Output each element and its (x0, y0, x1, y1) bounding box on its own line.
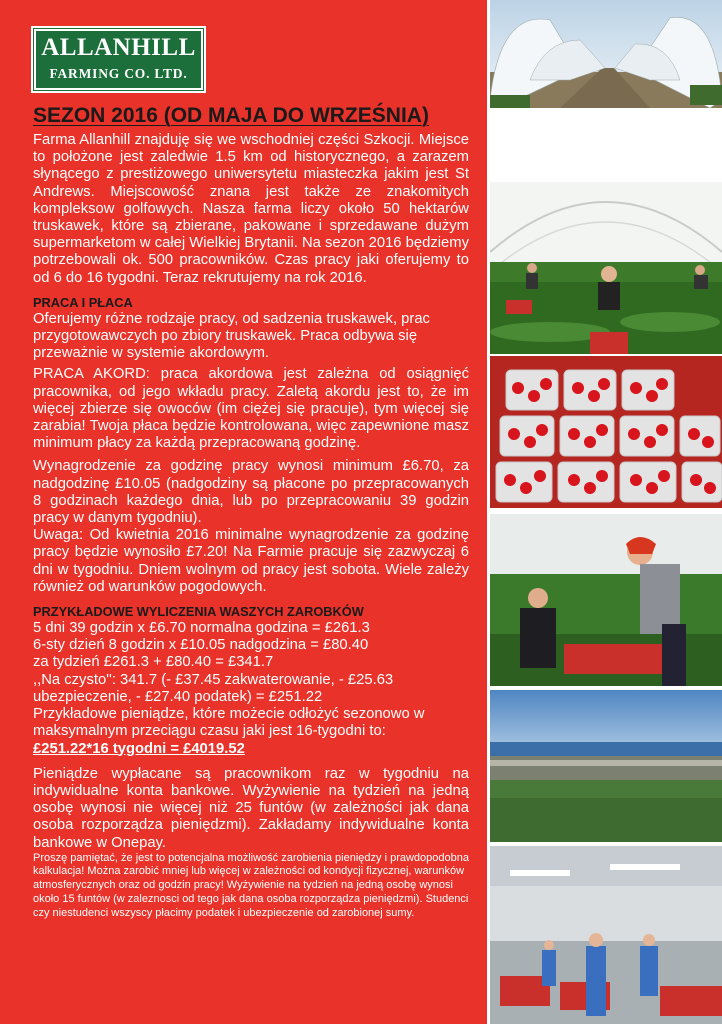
intro-paragraph: Farma Allanhill znajduję się we wschodniej części Szkocji. Miejsce to położone jest zaledwie 1.5 km od historycznego, a zarazem słynącego z prestiżowego uniwersytetu miasteczka jakim jest St Andrews. Miejscowość znana jest także ze znakomitych kompleksow golfowych. Nasza farma liczy około 50 hektarów truskawek, które są zbierane, pakowane i sprzedawane dużym supermarketom w całej Wielkiej Brytanii. Na sezon 2016 będziemy potrzebowali ok. 500 pracowników. Czas pracy jaki oferujemy to od 6 do 16 tygodni. Teraz rekrutujemy na rok 2016. (33, 132, 469, 286)
page-title: SEZON 2016 (OD MAJA DO WRZEŚNIA) (33, 104, 429, 127)
pickers-tunnel-photo (490, 182, 722, 354)
section-heading-earnings: PRZYKŁADOWE WYLICZENIA WASZYCH ZAROBKÓW (33, 604, 364, 620)
work-types-paragraph: Oferujemy różne rodzaje pracy, od sadzenia truskawek, prac przygotowawczych po zbiory truskawek. Praca odbywa się przeważnie w systemie akordowym. (33, 310, 430, 362)
logo-line-2: FARMING CO. LTD. (49, 66, 188, 81)
section-heading-work-pay: PRACA I PŁACA (33, 294, 133, 310)
calc-line-1: 5 dni 39 godzin x £6.70 normalna godzina = £261.3 (33, 620, 370, 637)
logo-line-1: ALLANHILL (41, 34, 196, 61)
photo-column (487, 0, 722, 1024)
hourly-wage-paragraph: Wynagrodzenie za godzinę pracy wynosi minimum £6.70, za nadgodzinę £10.05 (nadgodziny są płacone po przepracowanych 8 godzinach każdego dnia, lub po przepracowaniu 39 godzin pracy w danym tygodniu). (33, 458, 469, 527)
disclaimer-note: Proszę pamiętać, że jest to potencjalna możliwość zarobienia pieniędzy i prawdopodobna kalkulacja! Można zarobić mniej lub więcej w zależności od kondycji fizycznej, warunków atmosferycznych oraz od godzin pracy! Wyżywienie na tydzień na jedną osobę wynosi około 15 funtów (w zaleznosci od tego jak dana osoba rozporządza pieniędzmi). Studenci czy niestudenci wszyscy płacimy podatek i ubezpieczenie od zarobionej sumy. (33, 851, 469, 919)
calc-line-3: za tydzień £261.3 + £80.40 = £341.7 (33, 654, 274, 671)
calc-line-2: 6-sty dzień 8 godzin x £10.05 nadgodzina = £80.40 (33, 637, 369, 654)
calc-total: £251.22*16 tygodni = £4019.52 (33, 740, 245, 757)
calc-line-5: Przykładowe pieniądze, które możecie odłożyć sezonowo w maksymalnym przeciągu czasu jaki jest 16-tygodni to: (33, 706, 425, 740)
strawberry-punnets-photo (490, 356, 722, 508)
main-content (33, 104, 469, 920)
workers-crates-photo (490, 514, 722, 686)
polytunnels-photo (490, 0, 722, 108)
packhouse-photo (490, 846, 722, 1024)
piecework-paragraph: PRACA AKORD: praca akordowa jest zależna od osiągnięć pracownika, od jego wkładu pracy. Zaletą akordu jest to, że im więcej zbierze się owoców (im ciężej się pracuje), tym więcej się zarabia! Twoja płaca będzie kontrolowana, więc zapewnione masz minimum płacy za każdą przepracowaną godzinę. (33, 366, 469, 452)
calc-line-4: ,,Na czysto'': 341.7 (- £37.45 zakwaterowanie, - £25.63 ubezpieczenie, - £27.40 podatek) = £251.22 (33, 671, 394, 705)
company-logo (31, 26, 206, 93)
notice-paragraph: Uwaga: Od kwietnia 2016 minimalne wynagrodzenie za godzinę pracy będzie wynosiło £7.20! Na Farmie pracuje się zazwyczaj 6 dni w tygodniu. Dniem wolnym od pracy jest sobota. Wiele zależy również od warunków pogodowych. (33, 527, 469, 595)
payment-paragraph: Pieniądze wypłacane są pracownikom raz w tygodniu na indywidualne konta bankowe. Wyżywienie na tydzień na jedną osobę wynosi nie więcej niż 25 funtów (w zależności jak dana osoba rozporządza pieniędzmi). Zakładamy indywidualne konta bankowe w Onepay. (33, 765, 469, 851)
coastal-town-photo (490, 690, 722, 842)
